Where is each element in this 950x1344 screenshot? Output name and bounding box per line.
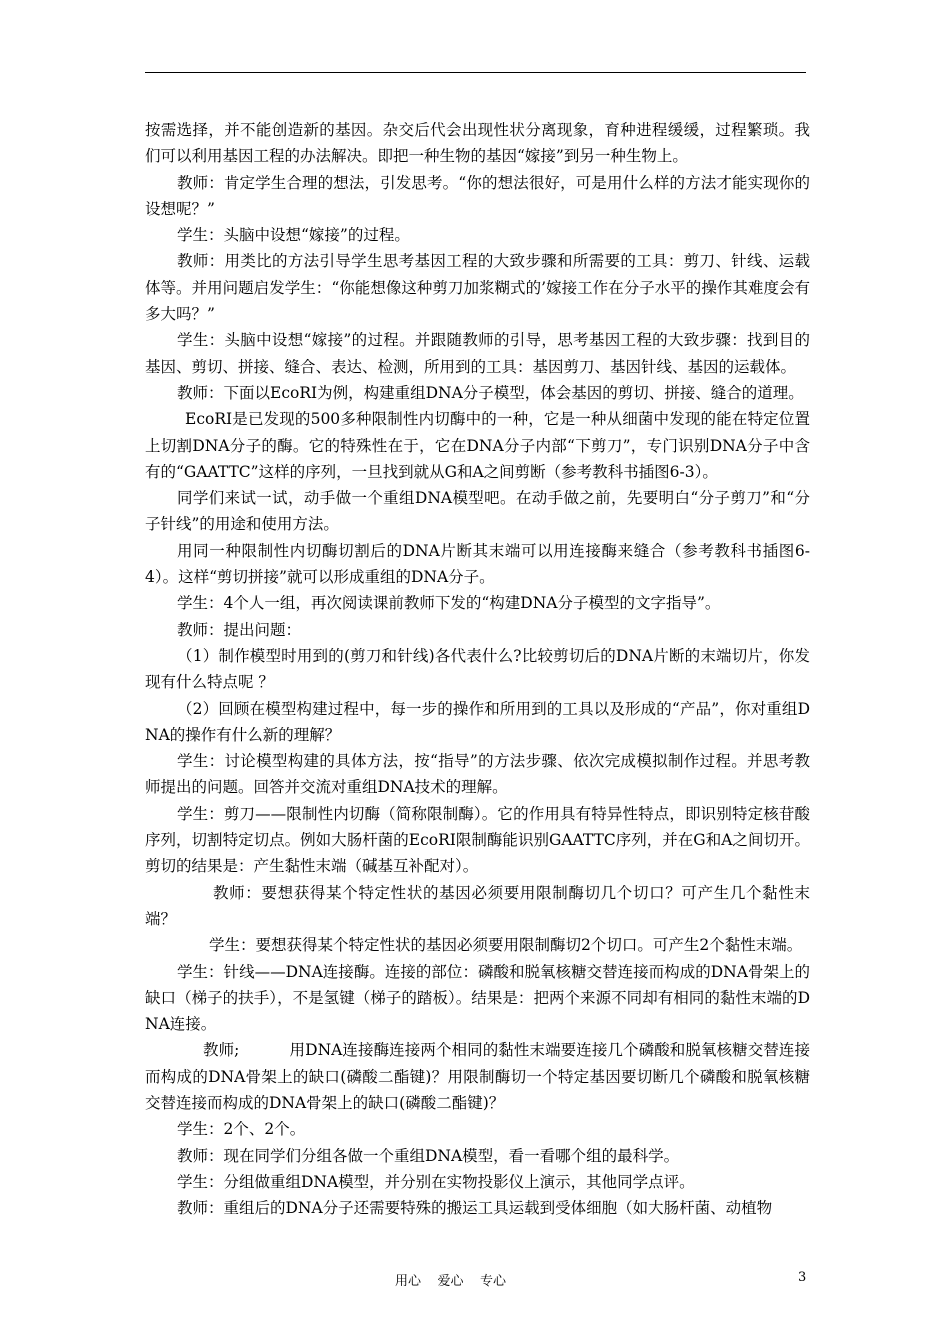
paragraph: 教师：要想获得某个特定性状的基因必须要用限制酶切几个切口？可产生几个黏性末端？ xyxy=(145,883,810,928)
page-footer xyxy=(0,1270,950,1290)
paragraph: 学生：剪刀——限制性内切酶（简称限制酶）。它的作用具有特异性特点，即识别特定核苷酸序列，切割特定切点。例如大肠杆菌的EcoRI限制酶能识别GAATTC序列，并在G和A之间切开。剪切的结果是：产生黏性末端（碱基互补配对）。 xyxy=(145,804,810,876)
paragraph: 学生：2个、2个。 xyxy=(177,1120,306,1139)
paragraph: 学生：头脑中设想“嫁接”的过程。 xyxy=(177,226,410,245)
paragraph: 学生：头脑中设想“嫁接”的过程。并跟随教师的引导，思考基因工程的大致步骤：找到目的基因、剪切、拼接、缝合、表达、检测，所用到的工具：基因剪刀、基因针线、基因的运载体。 xyxy=(145,331,810,376)
paragraph: 学生：分组做重组DNA模型，并分别在实物投影仪上演示，其他同学点评。 xyxy=(177,1172,695,1191)
paragraph: 教师：下面以EcoRI为例，构建重组DNA分子模型，体会基因的剪切、拼接、缝合的道理。 xyxy=(177,383,804,402)
document-body xyxy=(145,117,810,1221)
paragraph: 学生：针线——DNA连接酶。连接的部位：磷酸和脱氧核糖交替连接而构成的DNA骨架上的缺口（梯子的扶手），不是氢键（梯子的踏板）。结果是：把两个来源不同却有相同的黏性末端的DNA连接。 xyxy=(145,962,810,1034)
paragraph: 教师：提出问题： xyxy=(177,620,302,639)
paragraph: 教师：现在同学们分组各做一个重组DNA模型，看一看哪个组的最科学。 xyxy=(177,1146,680,1165)
paragraph: 用同一种限制性内切酶切割后的DNA片断其末端可以用连接酶来缝合（参考教科书插图6-4）。这样“剪切拼接”就可以形成重组的DNA分子。 xyxy=(145,541,810,587)
header-rule xyxy=(145,72,806,73)
paragraph: 学生：讨论模型构建的具体方法，按“指导”的方法步骤、依次完成模拟制作过程。并思考教师提出的问题。回答并交流对重组DNA技术的理解。 xyxy=(145,752,810,797)
paragraph: 按需选择，并不能创造新的基因。杂交后代会出现性状分离现象，育种进程缓缓，过程繁琐。我们可以利用基因工程的办法解决。即把一种生物的基因“嫁接”到另一种生物上。 xyxy=(145,121,810,166)
paragraph: 教师; 用DNA连接酶连接两个相同的黏性末端要连接几个磷酸和脱氧核糖交替连接而构成的DNA骨架上的缺口(磷酸二酯键)？用限制酶切一个特定基因要切断几个磷酸和脱氧核糖交替连接而构成的DNA骨架上的缺口(磷酸二酯键)？ xyxy=(145,1041,810,1112)
paragraph: （1）制作模型时用到的(剪刀和针线)各代表什么?比较剪切后的DNA片断的末端切片，你发现有什么特点呢 ？ xyxy=(145,646,810,692)
paragraph: 同学们来试一试，动手做一个重组DNA模型吧。在动手做之前，先要明白“分子剪刀”和“分子针线”的用途和使用方法。 xyxy=(145,489,810,534)
page-number: 3 xyxy=(798,1270,807,1285)
paragraph: 教师：肯定学生合理的想法，引发思考。“你的想法很好，可是用什么样的方法才能实现你的设想呢？” xyxy=(145,173,810,218)
paragraph: 教师：用类比的方法引导学生思考基因工程的大致步骤和所需要的工具：剪刀、针线、运载体等。并用问题启发学生：“你能想像这种剪刀加浆糊式的’嫁接工作在分子水平的操作其难度会有多大吗？” xyxy=(145,252,810,324)
paragraph: 学生：4个人一组，再次阅读课前教师下发的“构建DNA分子模型的文字指导”。 xyxy=(177,594,721,613)
footer-motto: 用心 爱心 专心 xyxy=(395,1274,507,1289)
paragraph: （2）回顾在模型构建过程中，每一步的操作和所用到的工具以及形成的“产品”，你对重组DNA的操作有什么新的理解？ xyxy=(145,699,810,744)
paragraph: 学生：要想获得某个特定性状的基因必须要用限制酶切2个切口。可产生2个黏性末端。 xyxy=(209,936,803,955)
paragraph: EcoRI是已发现的500多种限制性内切酶中的一种，它是一种从细菌中发现的能在特定位置上切割DNA分子的酶。它的特殊性在于，它在DNA分子内部“下剪刀”，专门识别DNA分子中含有的“GAATTC”这样的序列，一旦找到就从G和A之间剪断（参考教科书插图6-3）。 xyxy=(145,410,810,481)
paragraph: 教师：重组后的DNA分子还需要特殊的搬运工具运载到受体细胞（如大肠杆菌、动植物 xyxy=(177,1199,773,1218)
